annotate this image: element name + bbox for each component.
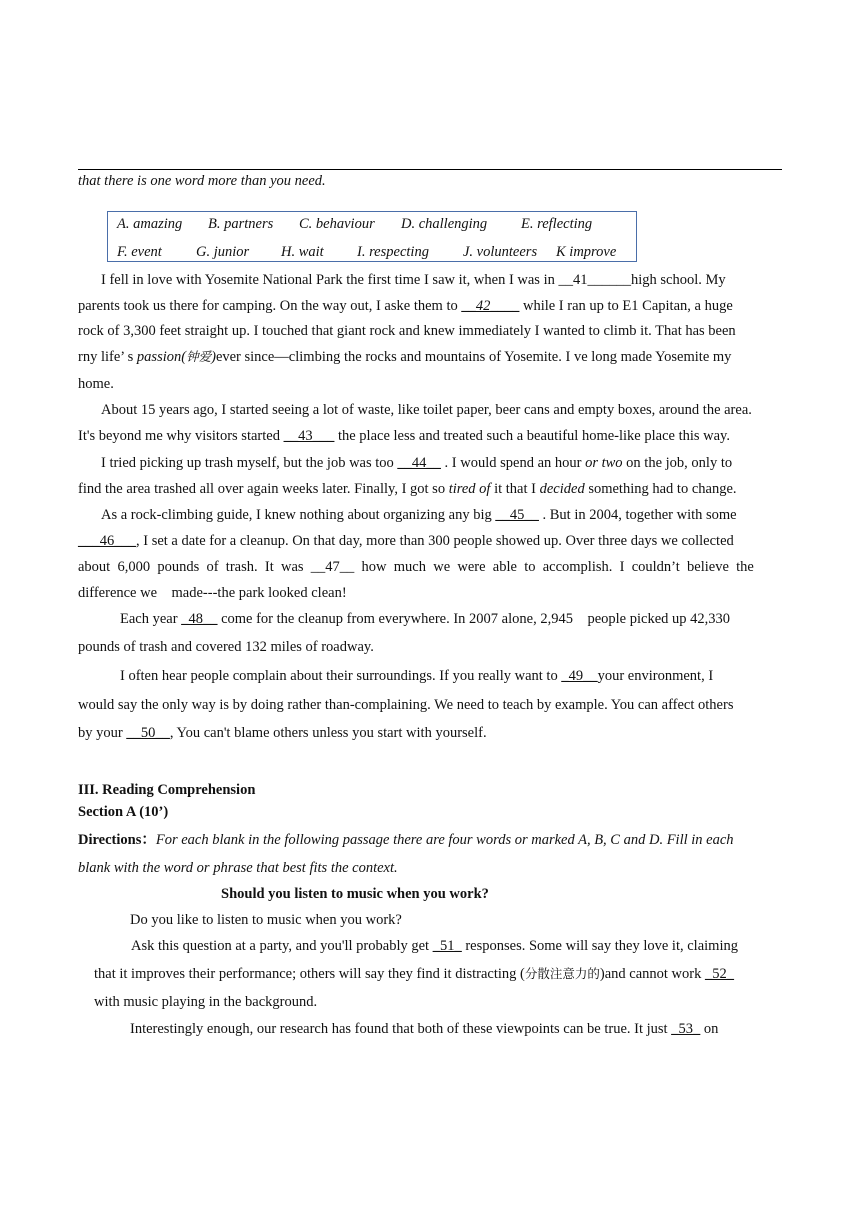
section-heading: III. Reading Comprehension: [78, 782, 256, 798]
blank-46: ___46___: [78, 533, 136, 549]
passage-line: about 6,000 pounds of trash. It was __47__ how much we were able to accomplish. I couldn’t believe the: [78, 559, 754, 575]
passage-line: would say the only way is by doing rather than-complaining. We need to teach by example. You can affect others: [78, 697, 734, 713]
word-option: C. behaviour: [299, 216, 375, 232]
chinese-gloss: 钟爱: [186, 349, 212, 364]
passage-line: pounds of trash and covered 132 miles of roadway.: [78, 639, 374, 655]
blank-53: _53_: [671, 1021, 701, 1037]
header-rule: [78, 169, 782, 170]
blank-50: __50__: [126, 725, 170, 741]
word-option: F. event: [117, 244, 162, 260]
blank-52: _52_: [704, 966, 734, 982]
passage-line: I often hear people complain about their surroundings. If you really want to _49__your environment, I: [120, 668, 714, 684]
word-option: I. respecting: [357, 244, 429, 260]
passage-line: Do you like to listen to music when you work?: [130, 912, 402, 928]
directions-line: Directions：For each blank in the following passage there are four words or marked A, B, C and D. Fill in each: [78, 832, 734, 848]
passage-line: with music playing in the background.: [94, 994, 318, 1010]
blank-48: _48__: [181, 611, 218, 627]
chinese-gloss: 分散注意力的: [524, 966, 600, 981]
passage-line: About 15 years ago, I started seeing a lot of waste, like toilet paper, beer cans and empty boxes, around the area.: [101, 402, 752, 418]
passage-line: find the area trashed all over again weeks later. Finally, I got so tired of it that I decided something had to change.: [78, 481, 737, 497]
word-option: D. challenging: [401, 216, 488, 232]
passage-line: Interestingly enough, our research has found that both of these viewpoints can be true. It just _53_ on: [130, 1021, 719, 1037]
passage-line: Each year _48__ come for the cleanup from everywhere. In 2007 alone, 2,945 people picked up 42,330: [120, 611, 731, 627]
word-option: B. partners: [208, 216, 274, 232]
word-option: A. amazing: [117, 216, 183, 232]
passage-line: It's beyond me why visitors started __43___ the place less and treated such a beautiful home-like place this way.: [78, 428, 730, 444]
blank-44: __44__: [397, 455, 441, 471]
passage-line: that it improves their performance; others will say they find it distracting (分散注意力的)and cannot work _52_: [94, 966, 734, 982]
passage-line: rock of 3,300 feet straight up. I touched that giant rock and knew immediately I wanted to climb it. That has been: [78, 323, 736, 339]
passage-title: Should you listen to music when you work?: [221, 886, 489, 902]
section-subheading: Section A (10’): [78, 804, 169, 820]
blank-45: __45__: [495, 507, 539, 523]
blank-47: __47__: [310, 559, 355, 575]
word-option: H. wait: [281, 244, 324, 260]
passage-line: I fell in love with Yosemite National Park the first time I saw it, when I was in __41______high school. My: [101, 272, 726, 288]
passage-line: I tried picking up trash myself, but the job was too __44__ . I would spend an hour or two on the job, only to: [101, 455, 733, 471]
directions-label: Directions：: [78, 832, 156, 848]
passage-line: difference we made---the park looked clean!: [78, 585, 347, 601]
blank-49: _49__: [561, 668, 598, 684]
blank-42: __42____: [461, 298, 520, 314]
blank-43: __43___: [283, 428, 335, 444]
blank-41: __41______: [558, 272, 631, 288]
directions-line: blank with the word or phrase that best fits the context.: [78, 860, 398, 876]
instructions-tail: that there is one word more than you need.: [78, 173, 326, 189]
passage-line: by your __50__, You can't blame others unless you start with yourself.: [78, 725, 487, 741]
passage-line: As a rock-climbing guide, I knew nothing about organizing any big __45__ . But in 2004, together with some: [101, 507, 737, 523]
passage-line: Ask this question at a party, and you'll probably get _51_ responses. Some will say they love it, claiming: [131, 938, 738, 954]
passage-line: rny life’ s passion(钟爱)ever since—climbing the rocks and mountains of Yosemite. I ve long made Yosemite my: [78, 349, 732, 365]
word-option: E. reflecting: [521, 216, 593, 232]
passage-line: home.: [78, 376, 114, 392]
word-option: J. volunteers: [463, 244, 538, 260]
word-bank-box: [107, 211, 637, 262]
word-option: G. junior: [196, 244, 250, 260]
blank-51: _51_: [432, 938, 462, 954]
word-option: K improve: [556, 244, 617, 260]
passage-line: parents took us there for camping. On the way out, I aske them to __42____ while I ran up to E1 Capitan, a huge: [78, 298, 733, 314]
passage-line: ___46___, I set a date for a cleanup. On that day, more than 300 people showed up. Over three days we collected: [78, 533, 734, 549]
